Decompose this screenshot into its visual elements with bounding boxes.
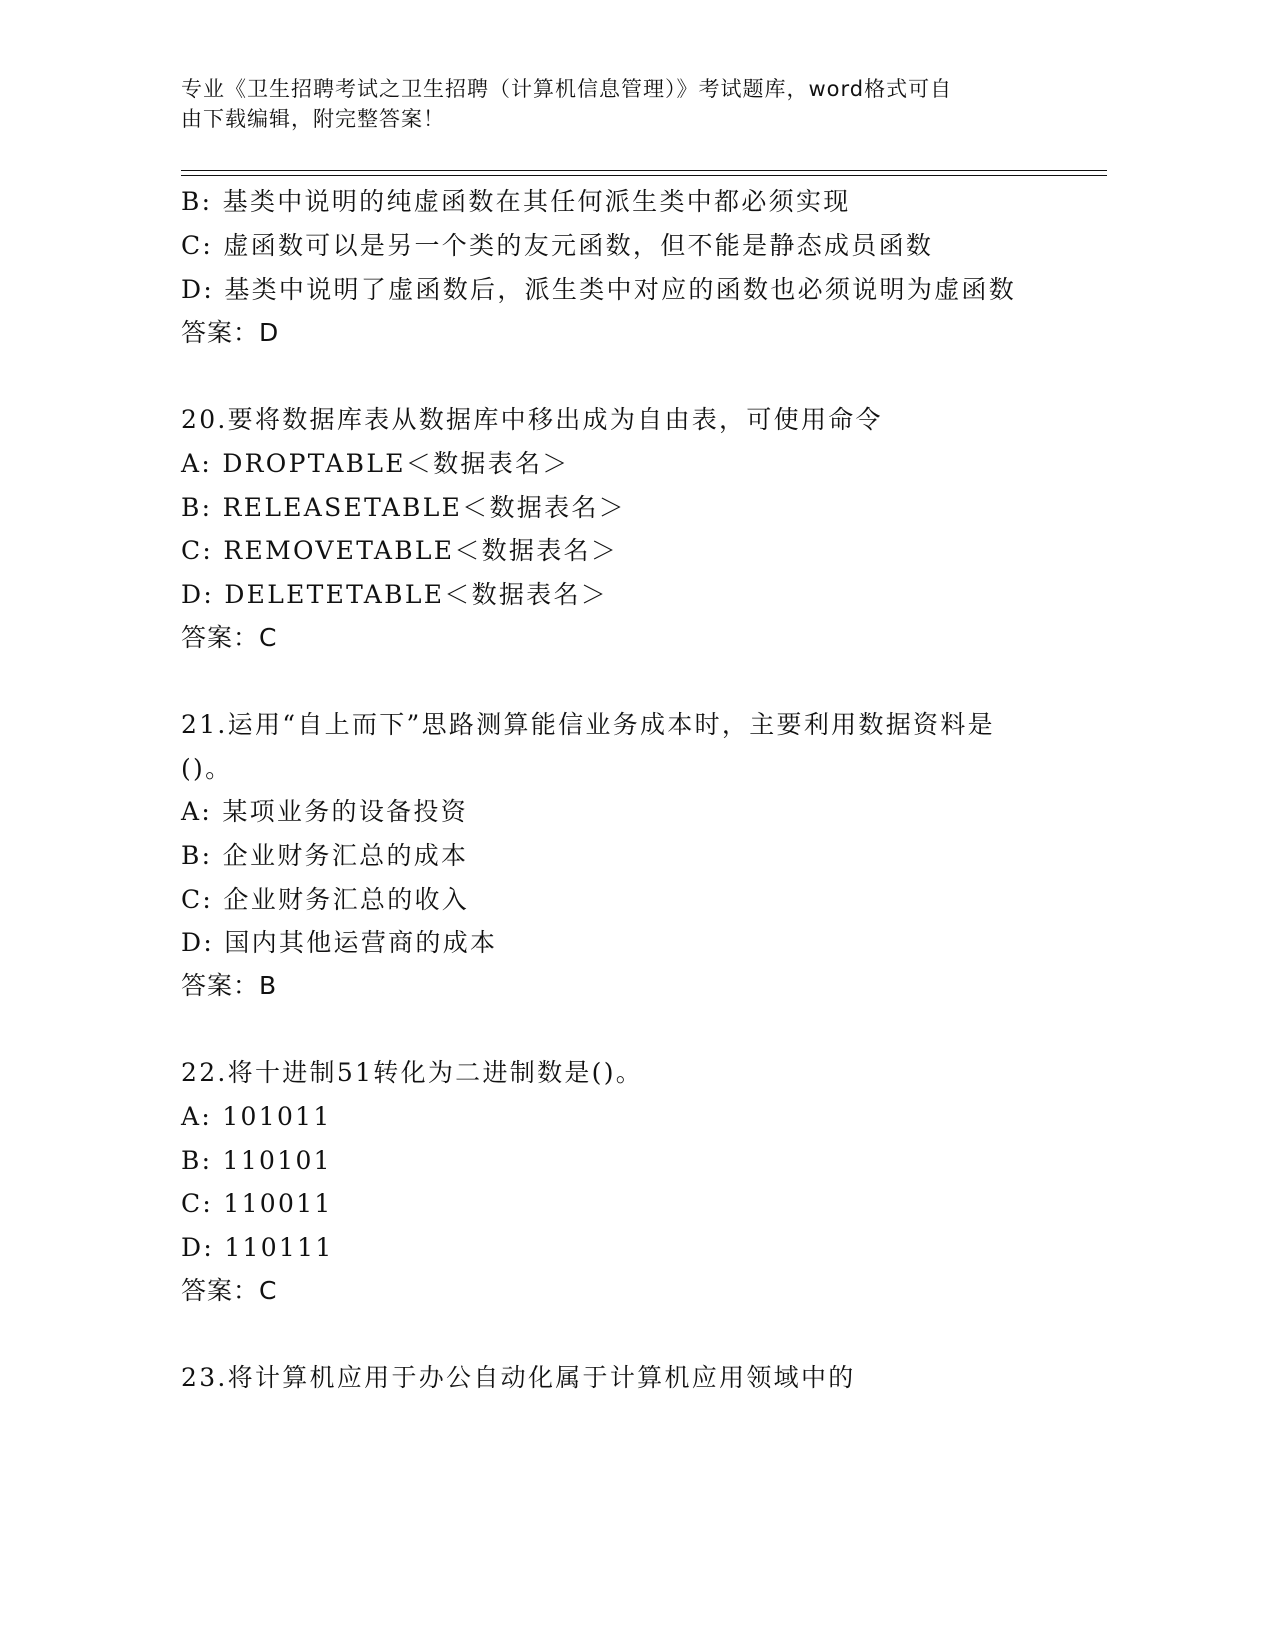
q19-option-c: C: 虚函数可以是另一个类的友元函数，但不能是静态成员函数 <box>181 231 934 260</box>
q21-option-b: B: 企业财务汇总的成本 <box>181 841 469 870</box>
q21-answer: 答案：B <box>181 971 278 1000</box>
q20-answer: 答案：C <box>181 623 278 652</box>
q20-option-c: C: REMOVETABLE＜数据表名＞ <box>181 536 619 565</box>
header-line-2: 由下载编辑，附完整答案！ <box>181 107 445 131</box>
q19-option-b: B: 基类中说明的纯虚函数在其任何派生类中都必须实现 <box>181 187 851 216</box>
q22-stem: 22.将十进制51转化为二进制数是()。 <box>181 1058 644 1087</box>
q21-option-d: D: 国内其他运营商的成本 <box>181 928 498 957</box>
q22-option-d: D: 110111 <box>181 1233 334 1262</box>
header-rule-top <box>181 170 1107 171</box>
q22-option-a: A: 101011 <box>181 1102 332 1131</box>
q22-answer: 答案：C <box>181 1276 278 1305</box>
q20-stem: 20.要将数据库表从数据库中移出成为自由表，可使用命令 <box>181 405 883 434</box>
q21-stem-line-2: ()。 <box>181 754 233 783</box>
header-line-1: 专业《卫生招聘考试之卫生招聘（计算机信息管理）》考试题库，word格式可自 <box>181 77 953 101</box>
document-header <box>181 74 1061 134</box>
q20-option-a: A: DROPTABLE＜数据表名＞ <box>181 449 570 478</box>
q19-option-d: D: 基类中说明了虚函数后，派生类中对应的函数也必须说明为虚函数 <box>181 275 1017 304</box>
q20-option-d: D: DELETETABLE＜数据表名＞ <box>181 580 609 609</box>
q22-option-b: B: 110101 <box>181 1146 332 1175</box>
q21-stem-line-1: 21.运用“自上而下”思路测算能信业务成本时，主要利用数据资料是 <box>181 710 995 739</box>
q23-stem: 23.将计算机应用于办公自动化属于计算机应用领域中的 <box>181 1363 856 1392</box>
q22-option-c: C: 110011 <box>181 1189 333 1218</box>
q21-option-c: C: 企业财务汇总的收入 <box>181 885 470 914</box>
q19-answer: 答案：D <box>181 318 280 347</box>
header-rule-bottom <box>181 175 1107 176</box>
q21-option-a: A: 某项业务的设备投资 <box>181 797 469 826</box>
q20-option-b: B: RELEASETABLE＜数据表名＞ <box>181 493 626 522</box>
